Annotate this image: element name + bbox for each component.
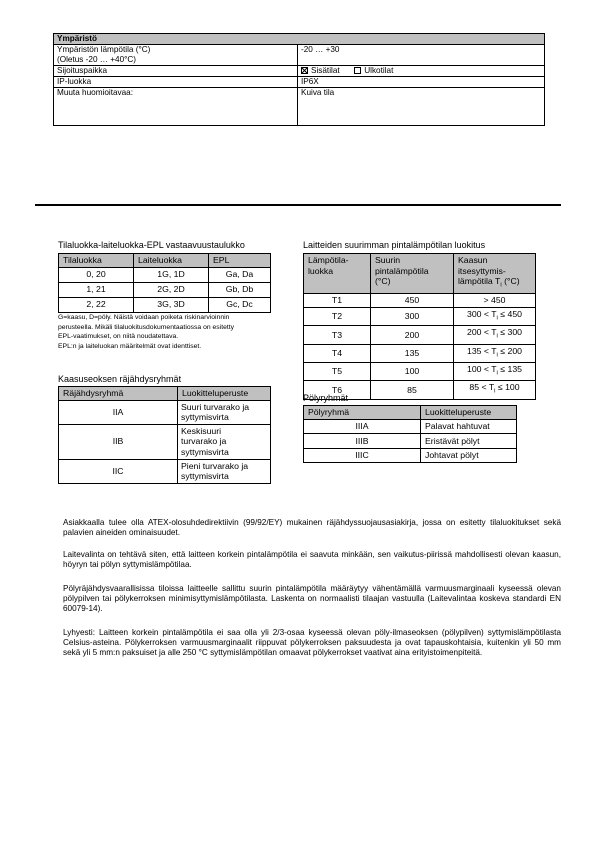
notes-label: Muuta huomioitavaa:	[54, 88, 298, 126]
col-header: Suurin pintalämpötila (°C)	[371, 254, 454, 294]
table-row	[59, 400, 271, 424]
paragraph: Pölyräjähdysvaarallisissa tiloissa laitteelle sallittu suurin pintalämpötila määräytyy vähentämällä varmuusmarginaali kyseessä olevan pölypilven tai pölykerroksen minimisyttymislämpötilasta. Laskenta on normaalisti tilaajan vastuulla (Laitevalintaa koskeva standardi EN 60079-14).	[63, 584, 561, 614]
cell: 200	[371, 326, 454, 344]
cell: $100 < T_i \le 135$	[454, 363, 536, 381]
cell: 2G, 2D	[134, 282, 209, 297]
col-header: Laiteluokka	[134, 254, 209, 268]
cell: 3G, 3D	[134, 297, 209, 312]
ip-class-value: IP6X	[298, 77, 545, 88]
gas-table-caption: Kaasuseoksen räjähdysryhmät	[58, 374, 182, 384]
col-header: Luokitteluperuste	[178, 387, 271, 401]
cell: Palavat hahtuvat	[421, 419, 517, 434]
table-row	[304, 434, 517, 449]
table-row	[304, 363, 536, 381]
environment-title: Ympäristö	[54, 34, 545, 45]
cell: Eristävät pölyt	[421, 434, 517, 449]
notes-value: Kuiva tila	[298, 88, 545, 126]
cell: $200 < T_i \le 300$	[454, 326, 536, 344]
table-row	[59, 459, 271, 483]
cell: 300	[371, 308, 454, 326]
cell: T3	[304, 326, 371, 344]
cell: 1G, 1D	[134, 267, 209, 282]
ip-class-label: IP-luokka	[54, 77, 298, 88]
cell: 2, 22	[59, 297, 134, 312]
table-row	[54, 88, 545, 126]
ambient-temp-label: Ympäristön lämpötila (°C) (Oletus -20 … +40°C)	[54, 45, 298, 66]
table-row	[304, 448, 517, 463]
cell: Johtavat pölyt	[421, 448, 517, 463]
col-header: Räjähdysryhmä	[59, 387, 178, 401]
cell: $300 < T_i \le 450$	[454, 308, 536, 326]
cell: 0, 20	[59, 267, 134, 282]
temp-table	[303, 253, 536, 400]
cell: 85	[371, 381, 454, 399]
cell: 100	[371, 363, 454, 381]
cell: IIIC	[304, 448, 421, 463]
table-row	[59, 267, 271, 282]
cell: 135	[371, 344, 454, 362]
paragraph: Asiakkaalla tulee olla ATEX-olosuhdedirektiivin (99/92/EY) mukainen räjähdyssuojausasiakirja, jossa on esitetty tilaluokitukset sekä palavien aineiden ominaisuudet.	[63, 518, 561, 538]
col-header: EPL	[209, 254, 271, 268]
paragraph: Laitevalinta on tehtävä siten, että laitteen korkein pintalämpötila ei saavuta minkään, sen vaikutus-piirissä mahdollisesti olevan kaasun, höyryn tai pölyn syttymislämpötilaa.	[63, 550, 561, 570]
col-header: Tilaluokka	[59, 254, 134, 268]
section-divider	[35, 204, 561, 206]
cell: $85 < T_i \le 100$	[454, 381, 536, 399]
ambient-temp-value: -20 … +30	[298, 45, 545, 66]
cell: > 450	[454, 293, 536, 308]
zone-notes: G=kaasu, D=pöly. Näistä voidaan poiketa riskinarvioinnin perusteella. Mikäli tilaluokitusdokumentaatiossa on esitetty EPL-vaatimukset, on niitä noudatettava. EPL:n ja laiteluokan määritelmät ovat identtiset.	[58, 314, 235, 350]
zone-table-caption: Tilaluokka-laiteluokka-EPL vastaavuustaulukko	[58, 240, 245, 250]
dust-table	[303, 405, 517, 463]
col-header: Luokitteluperuste	[421, 406, 517, 420]
cell: 450	[371, 293, 454, 308]
environment-table	[53, 33, 545, 126]
cell: Keskisuuri turvarako ja syttymisvirta	[178, 424, 271, 459]
col-header: Kaasun itsesyttymis- lämpötila $T_i$ (°C)	[454, 254, 536, 294]
indoor-label: Sisätilat	[311, 66, 340, 75]
zone-table	[58, 253, 271, 313]
cell: T1	[304, 293, 371, 308]
cell: Gb, Db	[209, 282, 271, 297]
cell: T6	[304, 381, 371, 399]
table-row	[59, 282, 271, 297]
cell: IIC	[59, 459, 178, 483]
table-row	[304, 344, 536, 362]
outdoor-label: Ulkotilat	[364, 66, 394, 75]
cell: T2	[304, 308, 371, 326]
table-row	[304, 293, 536, 308]
col-header: Pölyryhmä	[304, 406, 421, 420]
col-header: Lämpötila- luokka	[304, 254, 371, 294]
location-label: Sijoituspaikka	[54, 66, 298, 77]
cell: T5	[304, 363, 371, 381]
table-row	[304, 419, 517, 434]
cell: Ga, Da	[209, 267, 271, 282]
table-row	[59, 424, 271, 459]
indoor-checkbox[interactable]	[301, 67, 308, 74]
temp-table-caption: Laitteiden suurimman pintalämpötilan luokitus	[303, 240, 486, 250]
gas-table	[58, 386, 271, 484]
paragraph: Lyhyesti: Laitteen korkein pintalämpötila ei saa olla yli 2/3-osaa kyseessä olevan pöly-ilmaseoksen (pölypilven) syttymislämpötilasta Celsius-asteina. Pölykerroksen varmuusmarginaalit riippuvat pölykerroksen paksuudesta ja ovat tapauskohtaisia, kuitenkin yli 50 mm sekä yli 5 mm:n paksuiset ja alle 250 °C syttymislämpötilan omaavat pölykerrokset vaativat aina erityistoimenpiteitä.	[63, 628, 561, 658]
table-row	[304, 308, 536, 326]
cell: IIIA	[304, 419, 421, 434]
cell: IIA	[59, 400, 178, 424]
cell: 1, 21	[59, 282, 134, 297]
table-row	[304, 326, 536, 344]
dust-table-caption: Pölyryhmät	[303, 393, 349, 403]
table-row	[54, 45, 545, 66]
outdoor-checkbox[interactable]	[354, 67, 361, 74]
table-row	[54, 66, 545, 77]
table-row	[54, 77, 545, 88]
cell: Pieni turvarako ja syttymisvirta	[178, 459, 271, 483]
table-row	[59, 297, 271, 312]
cell: IIB	[59, 424, 178, 459]
cell: Gc, Dc	[209, 297, 271, 312]
cell: $135 < T_i \le 200$	[454, 344, 536, 362]
location-options	[298, 66, 545, 77]
cell: T4	[304, 344, 371, 362]
cell: Suuri turvarako ja syttymisvirta	[178, 400, 271, 424]
cell: IIIB	[304, 434, 421, 449]
